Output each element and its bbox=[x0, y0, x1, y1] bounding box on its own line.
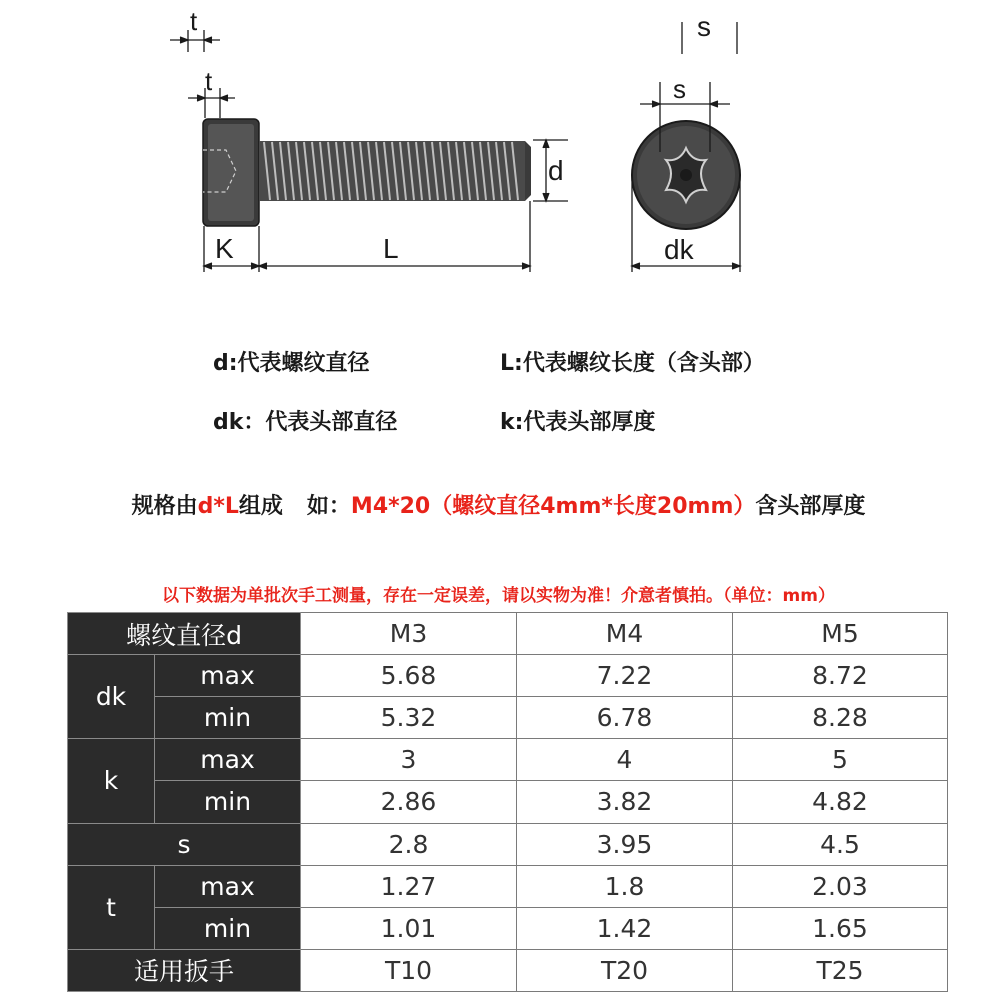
table-cell: T20 bbox=[517, 949, 733, 991]
spec-prefix: 规格由 bbox=[131, 494, 198, 519]
measurement-notice: 以下数据为单批次手工测量，存在一定误差，请以实物为准！介意者慎拍。（单位：mm） bbox=[162, 586, 835, 606]
screw-head-torx-view-icon bbox=[632, 121, 740, 229]
header-size-m3: M3 bbox=[301, 613, 517, 655]
s-top-label: s bbox=[697, 11, 711, 42]
table-cell: 2.86 bbox=[301, 781, 517, 823]
table-cell: 1.01 bbox=[301, 907, 517, 949]
spec-formula: d*L bbox=[197, 494, 239, 519]
table-cell: 3 bbox=[301, 739, 517, 781]
header-label: 螺纹直径d bbox=[68, 613, 301, 655]
table-cell: 1.27 bbox=[301, 865, 517, 907]
spec-suffix: 组成 bbox=[238, 494, 283, 519]
table-cell: 1.8 bbox=[517, 865, 733, 907]
row-label-wrench: 适用扳手 bbox=[68, 949, 301, 991]
legend-d: d:代表螺纹直径 bbox=[213, 351, 370, 376]
row-label-t: t bbox=[68, 865, 155, 949]
table-cell: 1.42 bbox=[517, 907, 733, 949]
legend-dk: dk：代表头部直径 bbox=[213, 410, 398, 435]
row-label-s: s bbox=[68, 823, 301, 865]
table-cell: T25 bbox=[733, 949, 948, 991]
header-size-m4: M4 bbox=[517, 613, 733, 655]
d-label: d bbox=[548, 155, 564, 186]
row-sublabel-max: max bbox=[155, 655, 301, 697]
table-cell: 2.03 bbox=[733, 865, 948, 907]
row-sublabel-max: max bbox=[155, 739, 301, 781]
table-cell: 3.82 bbox=[517, 781, 733, 823]
table-cell: 4 bbox=[517, 739, 733, 781]
table-cell: 6.78 bbox=[517, 697, 733, 739]
table-cell: 3.95 bbox=[517, 823, 733, 865]
legend-k: k:代表头部厚度 bbox=[500, 410, 656, 435]
header-size-m5: M5 bbox=[733, 613, 948, 655]
dimension-table bbox=[67, 612, 948, 992]
screw-technical-drawing bbox=[0, 0, 997, 300]
table-row bbox=[68, 613, 948, 655]
table-row bbox=[68, 781, 948, 823]
table-row bbox=[68, 949, 948, 991]
spec-line bbox=[0, 489, 997, 520]
table-cell: 8.72 bbox=[733, 655, 948, 697]
table-row bbox=[68, 865, 948, 907]
table-cell: 2.8 bbox=[301, 823, 517, 865]
screw-side-view-icon bbox=[203, 119, 531, 226]
table-cell: 1.65 bbox=[733, 907, 948, 949]
table-row bbox=[68, 655, 948, 697]
table-row bbox=[68, 697, 948, 739]
table-row bbox=[68, 823, 948, 865]
t-top-label: t bbox=[190, 6, 198, 36]
table-cell: 5.32 bbox=[301, 697, 517, 739]
l-dimension-label: L bbox=[383, 233, 399, 264]
row-sublabel-min: min bbox=[155, 781, 301, 823]
table-cell: 4.82 bbox=[733, 781, 948, 823]
table-cell: 7.22 bbox=[517, 655, 733, 697]
dk-dimension-label: dk bbox=[664, 234, 694, 265]
table-cell: 5 bbox=[733, 739, 948, 781]
table-cell: 8.28 bbox=[733, 697, 948, 739]
spec-example-label: 如： bbox=[306, 494, 351, 519]
row-sublabel-min: min bbox=[155, 907, 301, 949]
table-cell: T10 bbox=[301, 949, 517, 991]
row-sublabel-max: max bbox=[155, 865, 301, 907]
s-inner-label: s bbox=[673, 74, 686, 104]
spec-example: M4*20（螺纹直径4mm*长度20mm） bbox=[350, 494, 756, 519]
legend-l: L:代表螺纹长度（含头部） bbox=[500, 351, 765, 376]
table-row bbox=[68, 739, 948, 781]
spec-tail: 含头部厚度 bbox=[755, 494, 866, 519]
table-cell: 5.68 bbox=[301, 655, 517, 697]
table-cell: 4.5 bbox=[733, 823, 948, 865]
table-row bbox=[68, 907, 948, 949]
row-label-dk: dk bbox=[68, 655, 155, 739]
t-side-label: t bbox=[205, 66, 213, 96]
row-sublabel-min: min bbox=[155, 697, 301, 739]
k-dimension-label: K bbox=[215, 233, 234, 264]
row-label-k: k bbox=[68, 739, 155, 823]
